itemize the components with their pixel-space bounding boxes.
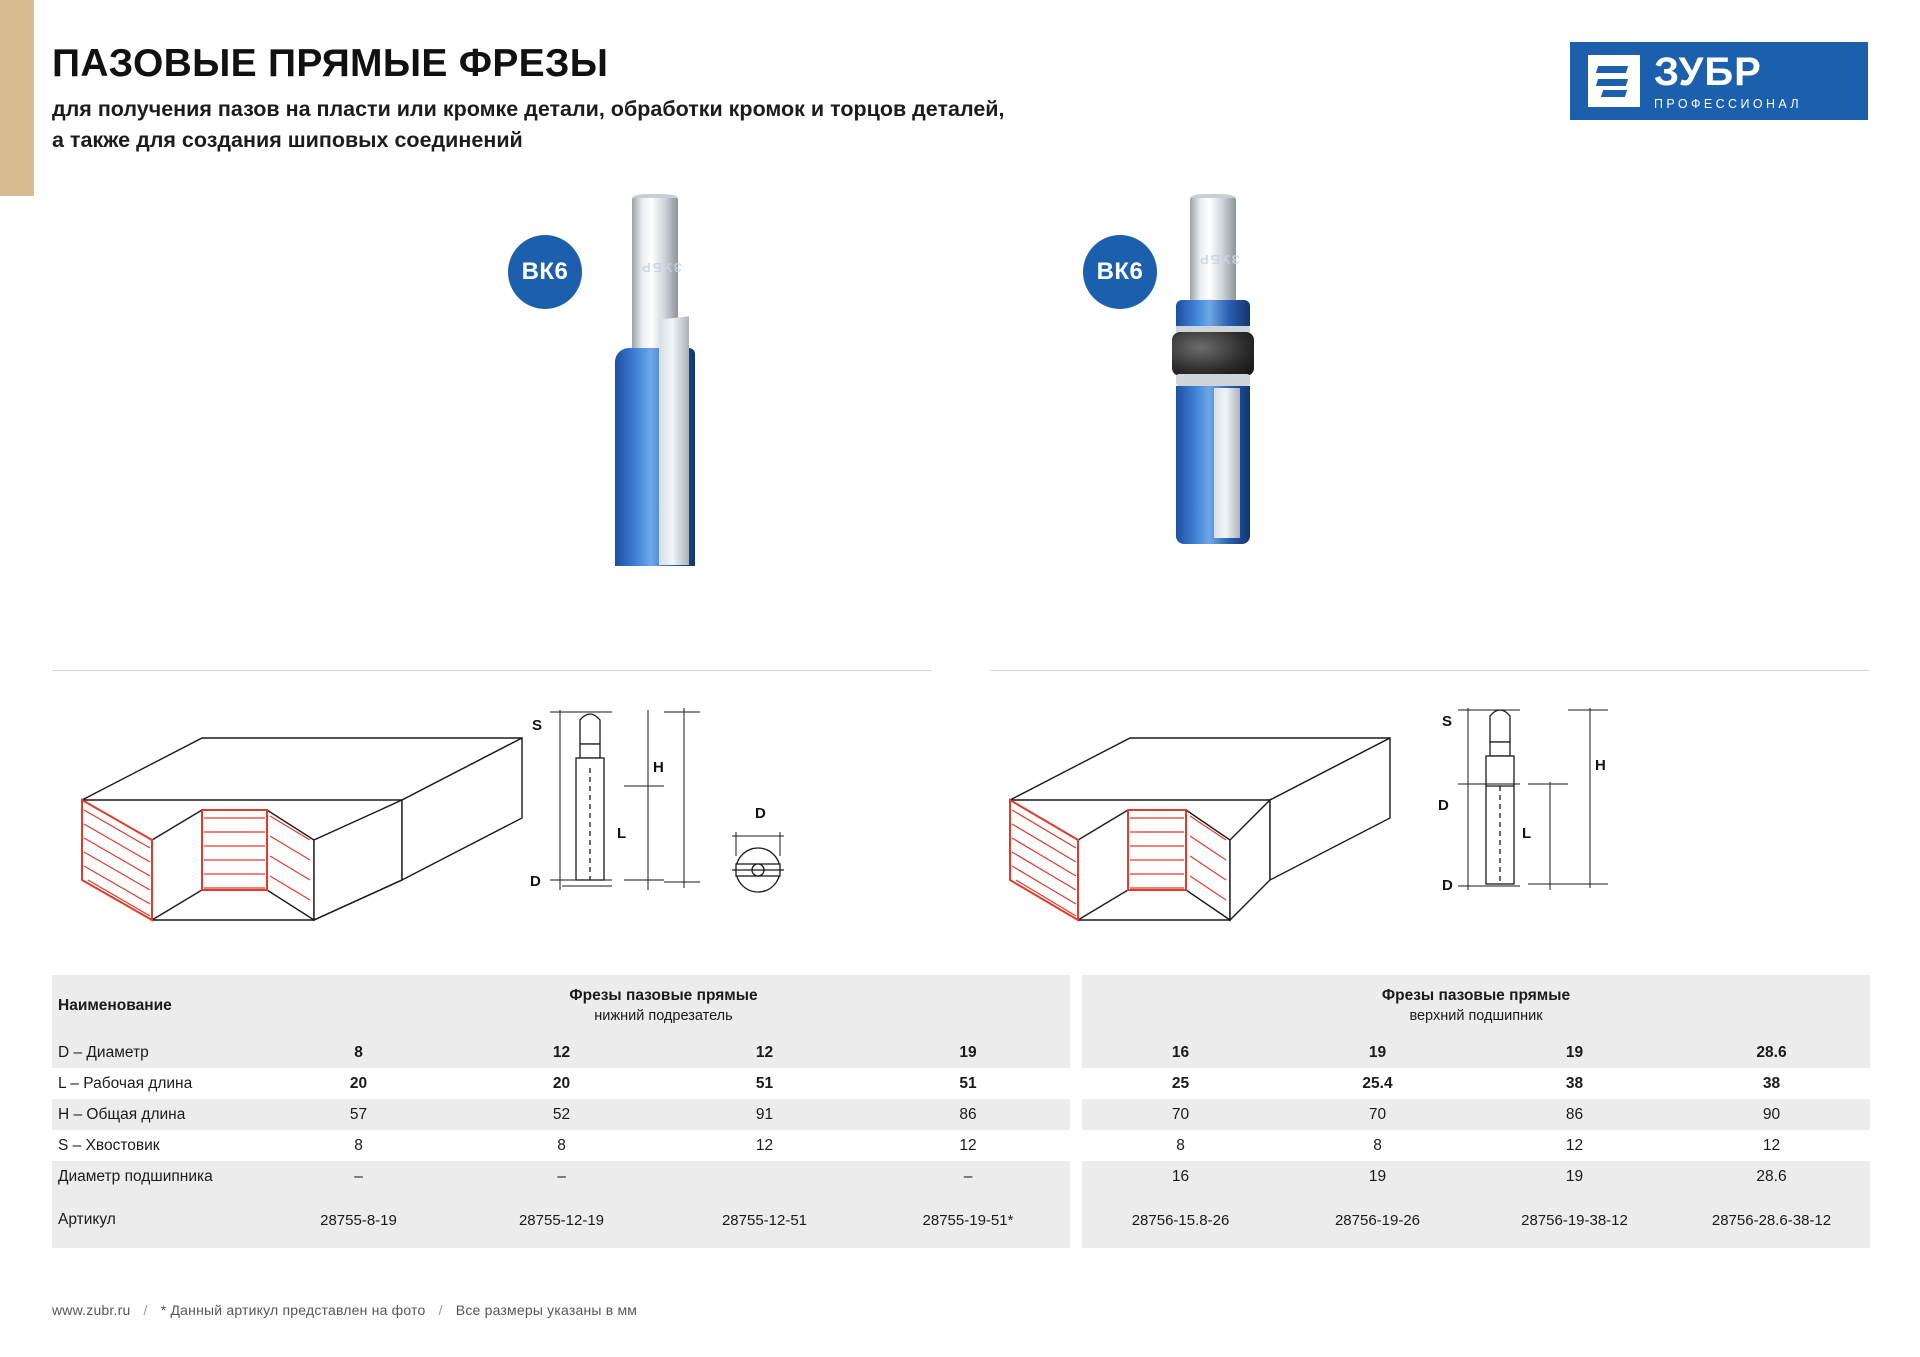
- article-cell: 28756-28.6-38-12: [1673, 1192, 1870, 1248]
- svg-text:L: L: [617, 825, 627, 842]
- cell: 57: [257, 1099, 460, 1130]
- cell: 19: [1279, 1037, 1476, 1068]
- row-label-article: Артикул: [52, 1192, 257, 1248]
- cell: 86: [866, 1099, 1070, 1130]
- corner-label: Наименование: [52, 975, 257, 1037]
- cell: 90: [1673, 1099, 1870, 1130]
- cell: –: [257, 1161, 460, 1192]
- svg-text:L: L: [1522, 825, 1532, 842]
- cell: 20: [460, 1068, 663, 1099]
- svg-text:S: S: [532, 717, 543, 734]
- table-header-row: [52, 975, 1070, 1037]
- badge-vk6-left: ВК6: [508, 235, 582, 309]
- cell: 86: [1476, 1099, 1673, 1130]
- svg-text:D: D: [530, 873, 541, 890]
- page-subtitle: [52, 94, 1452, 156]
- technical-drawing-right: [990, 690, 1870, 960]
- cell: 28.6: [1673, 1161, 1870, 1192]
- cell: 8: [1279, 1130, 1476, 1161]
- row-label-bearing-diameter: Диаметр подшипника: [52, 1161, 257, 1192]
- cell: 16: [1082, 1161, 1279, 1192]
- article-cell: 28755-12-19: [460, 1192, 663, 1248]
- table-row: [52, 1099, 1070, 1130]
- table-row: [52, 1130, 1070, 1161]
- logo-subtitle: ПРОФЕССИОНАЛ: [1654, 96, 1803, 111]
- cell: 8: [257, 1037, 460, 1068]
- cell: 12: [1673, 1130, 1870, 1161]
- spec-table-right: [1082, 975, 1870, 1248]
- cell: 52: [460, 1099, 663, 1130]
- cell: 25.4: [1279, 1068, 1476, 1099]
- footer-site[interactable]: www.zubr.ru: [52, 1302, 131, 1318]
- cell: 16: [1082, 1037, 1279, 1068]
- cell: 70: [1082, 1099, 1279, 1130]
- brand-logo: [1570, 42, 1868, 120]
- cell: 20: [257, 1068, 460, 1099]
- cell: 19: [1476, 1037, 1673, 1068]
- cell: 51: [866, 1068, 1070, 1099]
- cell: 38: [1673, 1068, 1870, 1099]
- cell: 70: [1279, 1099, 1476, 1130]
- spec-table-left: [52, 975, 1070, 1248]
- divider-left: [52, 670, 932, 671]
- logo-text: [1654, 49, 1803, 111]
- group-subtitle: нижний подрезатель: [594, 1007, 733, 1024]
- svg-text:D: D: [755, 805, 766, 822]
- svg-text:D: D: [1438, 797, 1449, 814]
- table-row: [52, 1068, 1070, 1099]
- cell: 8: [460, 1130, 663, 1161]
- shank-engraving-right: ЗУБР: [1198, 252, 1240, 267]
- cell: 51: [663, 1068, 866, 1099]
- table-row-articles: [1082, 1192, 1870, 1248]
- cell: 12: [866, 1130, 1070, 1161]
- cell: 25: [1082, 1068, 1279, 1099]
- table-row: [1082, 1099, 1870, 1130]
- cell: 12: [663, 1130, 866, 1161]
- cell: 19: [866, 1037, 1070, 1068]
- article-cell: 28756-19-26: [1279, 1192, 1476, 1248]
- header: [52, 44, 1452, 156]
- group-subtitle: верхний подшипник: [1409, 1007, 1543, 1024]
- cell: 19: [1279, 1161, 1476, 1192]
- row-label-working-length: L – Рабочая длина: [52, 1068, 257, 1099]
- cell: 28.6: [1673, 1037, 1870, 1068]
- logo-brand: ЗУБР: [1654, 49, 1762, 94]
- cell: 91: [663, 1099, 866, 1130]
- row-label-total-length: H – Общая длина: [52, 1099, 257, 1130]
- badge-vk6-right: ВК6: [1083, 235, 1157, 309]
- divider-right: [990, 670, 1870, 671]
- shank-engraving-left: ЗУБР: [640, 260, 682, 275]
- footer: [52, 1302, 637, 1318]
- article-cell: 28756-15.8-26: [1082, 1192, 1279, 1248]
- cell: 38: [1476, 1068, 1673, 1099]
- technical-drawing-left: [52, 690, 932, 960]
- group-header-left: [257, 975, 1070, 1037]
- cell: 12: [663, 1037, 866, 1068]
- article-cell: 28755-8-19: [257, 1192, 460, 1248]
- footer-sep-2: /: [438, 1302, 443, 1318]
- cell: 12: [1476, 1130, 1673, 1161]
- cell: 8: [257, 1130, 460, 1161]
- svg-text:S: S: [1442, 713, 1453, 730]
- page-title: ПАЗОВЫЕ ПРЯМЫЕ ФРЕЗЫ: [52, 42, 609, 85]
- cell: –: [460, 1161, 663, 1192]
- group-title: Фрезы пазовые прямые: [569, 986, 758, 1004]
- subtitle-line-2: а также для создания шиповых соединений: [52, 127, 523, 152]
- table-row: [1082, 1161, 1870, 1192]
- article-cell: 28755-19-51*: [866, 1192, 1070, 1248]
- table-row-articles: [52, 1192, 1070, 1248]
- table-row: [1082, 1068, 1870, 1099]
- row-label-shank: S – Хвостовик: [52, 1130, 257, 1161]
- cell: 19: [1476, 1161, 1673, 1192]
- zubr-logo-icon: [1588, 55, 1640, 107]
- table-row: [52, 1037, 1070, 1068]
- table-row: [1082, 1130, 1870, 1161]
- footer-note-1: * Данный артикул представлен на фото: [160, 1302, 426, 1318]
- cell: 12: [460, 1037, 663, 1068]
- group-title: Фрезы пазовые прямые: [1381, 986, 1571, 1004]
- accent-bar: [0, 0, 34, 196]
- cell: [663, 1161, 866, 1192]
- svg-text:D: D: [1442, 877, 1453, 894]
- cell: –: [866, 1161, 1070, 1192]
- cell: 8: [1082, 1130, 1279, 1161]
- table-row: [52, 1161, 1070, 1192]
- table-header-row: [1082, 975, 1870, 1037]
- group-header-right: [1082, 975, 1870, 1037]
- svg-text:H: H: [1595, 757, 1606, 774]
- row-label-diameter: D – Диаметр: [52, 1037, 257, 1068]
- footer-note-2: Все размеры указаны в мм: [455, 1302, 638, 1318]
- subtitle-line-1: для получения пазов на пласти или кромке детали, обработки кромок и торцов деталей,: [52, 96, 1005, 121]
- article-cell: 28756-19-38-12: [1476, 1192, 1673, 1248]
- svg-text:H: H: [653, 759, 664, 776]
- article-cell: 28755-12-51: [663, 1192, 866, 1248]
- table-row: [1082, 1037, 1870, 1068]
- footer-sep-1: /: [143, 1302, 148, 1318]
